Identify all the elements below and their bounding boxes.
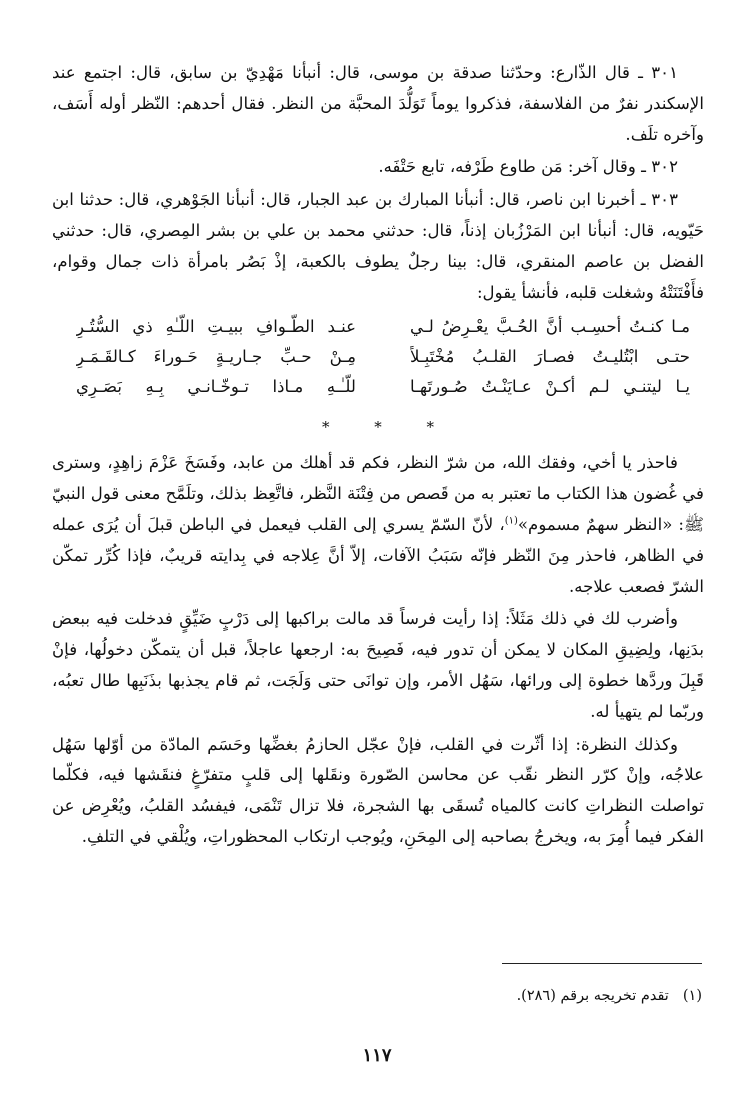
paragraph-warning-part-1: فاحذر يا أخي، وفقك الله، من شرّ النظر، فكم قد أهلك من عابد، وفَسَخَ عَزْمَ زاهِدٍ، وسترى في غُضون هذا الكتاب ما تعتبر به من قَصص من فِتْنَة النَّظر، فاتَّعِظ بذلك، وتلَمَّح معنى قول النبيّ ﷺ: «النظر سهمٌ مسموم» <box>52 453 704 534</box>
poem-verse-1-first-hemistich: مـا كنـتُ أحسِـب أنَّ الحُـبَّ يعْـرِضُ لـي <box>410 317 690 337</box>
poem-verse-1-second-hemistich: عنـد الطّـوافِ ببيـتِ اللّـٰهِ ذي السُّتُـرِ <box>76 317 356 337</box>
page-number: ١١٧ <box>362 1045 392 1066</box>
poem-verse-3-first-hemistich: يـا ليتنـي لـم أكـنْ عـايَنْـتُ صُـورتَهـا <box>410 377 690 397</box>
poem-verse-2-second-hemistich: مِـنْ حـبِّ جـاريـةٍ حَـوراءَ كـالقَـمَـرِ <box>76 347 356 367</box>
poem-verse-2 <box>52 342 704 372</box>
paragraph-301: ٣٠١ ـ قال الذّارع: وحدّثنا صدقة بن موسى، قال: أنبأنا مَهْدِيّ بن سابق، قال: اجتمع عند الإسكندر نفرٌ من الفلاسفة، فذكروا يوماً تَوَلُّدَ المحبَّة من النظر. فقال أحدهم: النّظر أوله أَسَف، وآخره تلَف. <box>52 63 704 144</box>
paragraph-warning-part-2: ، لأنّ السّمّ يسري إلى القلب فيعمل في الباطن قبلَ أن يُرَى عمله في الظاهر، فاحذر مِنَ النّظر فإنّه سَبَبُ الآفات، إلاّ أنَّ عِلاجه في بِدايته قريبٌ، فإذا كُرِّر تمكّن الشرّ فصعب علاجه. <box>52 514 704 596</box>
footnote-number: (١) <box>682 988 702 1004</box>
footnote-text: تقدم تخريجه برقم (٢٨٦). <box>516 988 669 1004</box>
paragraph-302: ٣٠٢ ـ وقال آخر: مَن طاوع طَرْفه، تابع حَتْفَه. <box>378 157 678 177</box>
poem-verse-3 <box>52 372 704 402</box>
paragraph-parable: وأضرب لك في ذلك مَثَلاً: إذا رأيت فرساً قد مالت براكبها إلى دَرْبٍ ضَيِّقٍ فدخلت فيه ببعض بدَنِها، ولِضِيقِ المكان لا يمكن أن تدور فيه، فَصِيحَ به: ارجعها عاجلاً، قبل أن يتمكّن دخولُها، فإنْ قَبِلَ وردَّها خطوة إلى ورائها، سَهُل الأمر، وإن توانَى حتى وَلَجَت، ثم قام يجذبها بذَنَبِها طال تعبُه، وربّما لم يتهيأ له. <box>52 609 704 721</box>
paragraph-303: ٣٠٣ ـ أخبرنا ابن ناصر، قال: أنبأنا المبارك بن عبد الجبار، قال: أنبأنا الجَوْهري، قال: حدثنا ابن حَيّويه، قال: أنبأنا ابن المَرْزُبان إذناً، قال: حدثني محمد بن علي بن بشر المِصري، قال: حدثني الفضل بن عاصم المنقري، قال: بينا رجلٌ يطوف بالكعبة، إذْ بَصُر بامرأة ذات جمال وقوام، فأَفْتَنَتْهُ وشغلت قلبه، فأنشأ يقول: <box>52 190 704 302</box>
poem-verse-2-first-hemistich: حتـى ابْتُليـتُ فصـارَ القلـبُ مُخْتَبِـلاً <box>410 347 690 367</box>
page-body <box>52 58 704 853</box>
footnote <box>50 985 702 1007</box>
footnote-reference[interactable]: (١) <box>504 515 518 527</box>
poem-verse-1 <box>52 312 704 342</box>
footnote-divider <box>502 963 702 964</box>
section-separator: * * * <box>321 418 455 437</box>
poem-verse-3-second-hemistich: للّـٰـهِ مـاذا تـوخّـانـي بِـهِ بَصَـرِي <box>76 377 356 397</box>
paragraph-warning <box>52 448 704 602</box>
paragraph-gaze: وكذلك النظرة: إذا أثّرت في القلب، فإنْ عجّل الحازمُ بغضِّها وحَسَم المادّة من أوّلها سَهُل علاجُه، وإنْ كرّر النظر نقّب عن محاسن الصّورة ونقَلها إلى قلبٍ متفرّغٍ فنقَشها فيه، فكلّما تواصلت النظراتِ كانت كالمياه تُسقَى بها الشجرة، فلا تزال تَنْمَى، فيفسُد القلبُ، ويُعْرِض عن الفكر فيما أُمِرَ به، ويخرجُ بصاحبه إلى المِحَنِ، ويُوجب ارتكاب المحظوراتِ، ويُلْقي في التلفِ. <box>52 734 704 846</box>
poem <box>52 312 704 402</box>
